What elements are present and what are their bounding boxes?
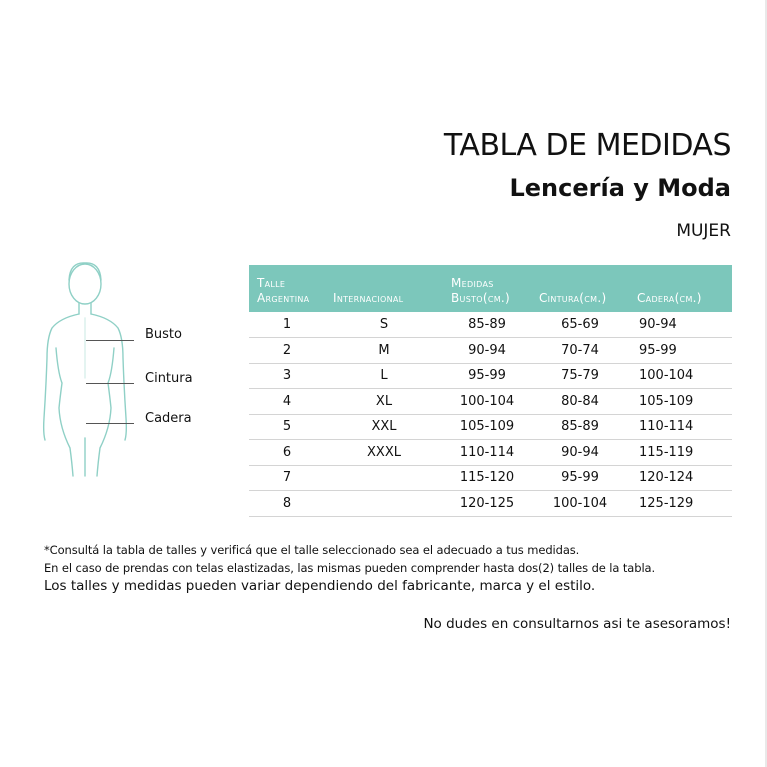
table-row xyxy=(249,338,732,364)
header-talle-line2: Argentina xyxy=(257,291,310,305)
cell-talle-argentina: 8 xyxy=(249,491,325,517)
table-row xyxy=(249,491,732,517)
table-row xyxy=(249,465,732,491)
table-row xyxy=(249,389,732,415)
cintura-label: Cintura xyxy=(145,371,193,386)
cell-busto: 110-114 xyxy=(443,440,531,466)
cell-cadera: 95-99 xyxy=(629,338,732,364)
cell-talle-argentina: 7 xyxy=(249,465,325,491)
cell-talle-argentina: 6 xyxy=(249,440,325,466)
cell-talle-argentina: 1 xyxy=(249,312,325,338)
header-busto-line2: Busto(cm.) xyxy=(451,291,511,305)
header-talle-argentina xyxy=(249,265,325,312)
cell-cadera: 110-114 xyxy=(629,414,732,440)
cell-internacional: M xyxy=(325,338,443,364)
header-talle-line1: Talle xyxy=(257,276,286,290)
cell-cintura: 70-74 xyxy=(531,338,629,364)
header-cintura: Cintura(cm.) xyxy=(531,265,629,312)
body-silhouette-icon xyxy=(30,258,140,480)
cell-cintura: 80-84 xyxy=(531,389,629,415)
size-table xyxy=(249,265,732,517)
table-row xyxy=(249,363,732,389)
busto-indicator-line xyxy=(86,340,134,341)
header-busto xyxy=(443,265,531,312)
cell-internacional: XXXL xyxy=(325,440,443,466)
cell-talle-argentina: 2 xyxy=(249,338,325,364)
cell-cintura: 100-104 xyxy=(531,491,629,517)
note-line-3: Los talles y medidas pueden variar dependiendo del fabricante, marca y el estilo. xyxy=(44,578,596,594)
cell-cintura: 90-94 xyxy=(531,440,629,466)
table-body xyxy=(249,312,732,516)
cell-cadera: 105-109 xyxy=(629,389,732,415)
header-medidas-line1: Medidas xyxy=(451,276,494,290)
cell-cadera: 125-129 xyxy=(629,491,732,517)
cell-cadera: 115-119 xyxy=(629,440,732,466)
cell-talle-argentina: 3 xyxy=(249,363,325,389)
cell-cintura: 95-99 xyxy=(531,465,629,491)
cell-busto: 95-99 xyxy=(443,363,531,389)
table-header-row xyxy=(249,265,732,312)
cell-busto: 100-104 xyxy=(443,389,531,415)
table-row xyxy=(249,440,732,466)
cell-cadera: 90-94 xyxy=(629,312,732,338)
cell-cintura: 65-69 xyxy=(531,312,629,338)
cell-cintura: 85-89 xyxy=(531,414,629,440)
page-subtitle: Lencería y Moda xyxy=(509,174,731,202)
cell-busto: 115-120 xyxy=(443,465,531,491)
cell-busto: 90-94 xyxy=(443,338,531,364)
cadera-label: Cadera xyxy=(145,411,192,426)
cell-cintura: 75-79 xyxy=(531,363,629,389)
cell-internacional: S xyxy=(325,312,443,338)
header-internacional: Internacional xyxy=(325,265,443,312)
cintura-indicator-line xyxy=(86,383,134,384)
cell-internacional: L xyxy=(325,363,443,389)
cell-busto: 85-89 xyxy=(443,312,531,338)
cell-internacional xyxy=(325,491,443,517)
cell-internacional xyxy=(325,465,443,491)
note-line-1: *Consultá la tabla de talles y verificá que el talle seleccionado sea el adecuado a tus medidas. xyxy=(44,543,580,557)
page-title: TABLA DE MEDIDAS xyxy=(443,128,731,163)
cell-cadera: 120-124 xyxy=(629,465,732,491)
cell-busto: 105-109 xyxy=(443,414,531,440)
table-row xyxy=(249,414,732,440)
cell-internacional: XXL xyxy=(325,414,443,440)
note-line-2: En el caso de prendas con telas elastizadas, las mismas pueden comprender hasta dos(2) talles de la tabla. xyxy=(44,561,656,575)
cell-talle-argentina: 5 xyxy=(249,414,325,440)
cell-cadera: 100-104 xyxy=(629,363,732,389)
header-cadera: Cadera(cm.) xyxy=(629,265,732,312)
contact-message: No dudes en consultarnos asi te asesoramos! xyxy=(423,616,731,632)
busto-label: Busto xyxy=(145,327,182,342)
cell-busto: 120-125 xyxy=(443,491,531,517)
gender-label: MUJER xyxy=(676,221,731,241)
cell-internacional: XL xyxy=(325,389,443,415)
table-row xyxy=(249,312,732,338)
cadera-indicator-line xyxy=(86,423,134,424)
cell-talle-argentina: 4 xyxy=(249,389,325,415)
